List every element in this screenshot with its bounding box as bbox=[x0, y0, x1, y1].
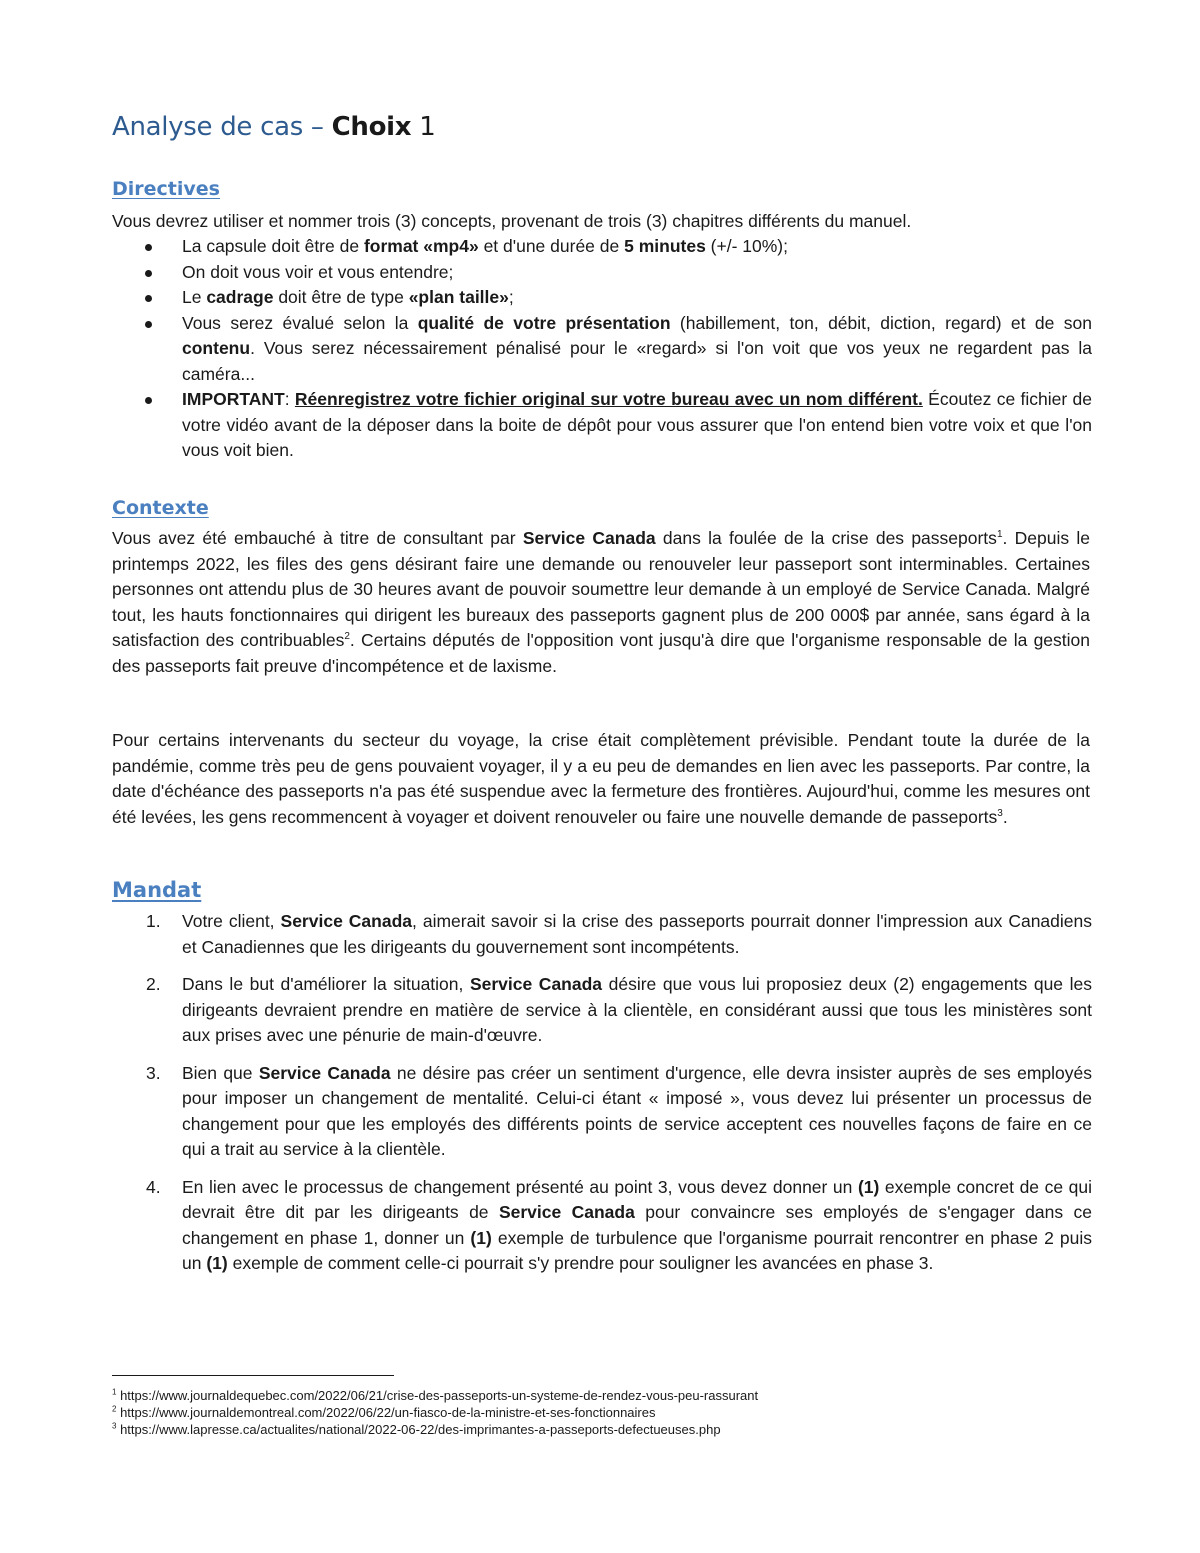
footnote-3[interactable]: $^3$ https://www.lapresse.ca/actualites/national/2022-06-22/des-imprimantes-a-passeports-defectueuses.php bbox=[112, 1421, 721, 1437]
page-title: Analyse de cas – Choix 1 bbox=[112, 112, 436, 142]
directives-intro: Vous devrez utiliser et nommer trois (3) concepts, provenant de trois (3) chapitres différents du manuel. bbox=[112, 211, 912, 231]
footnote-2[interactable]: $^2$ https://www.journaldemontreal.com/2022/06/22/un-fiasco-de-la-ministre-et-ses-fonctionnaires bbox=[112, 1404, 656, 1420]
list-item: IMPORTANT: Réenregistrez votre fichier original sur votre bureau avec un nom différent. Écoutez ce fichier de votre vidéo avant de la déposer dans la boite de dépôt pour vous assurer que l'on entend bien votre voix et que l'on vous voit bien. bbox=[112, 387, 1092, 464]
list-item: La capsule doit être de format «mp4» et d'une durée de 5 minutes (+/- 10%); bbox=[112, 234, 1092, 260]
mandat-list bbox=[112, 909, 1092, 1289]
list-item: 4. En lien avec le processus de changement présenté au point 3, vous devez donner un (1) exemple concret de ce qui devrait être dit par les dirigeants de Service Canada pour convaincre ses employés de s'engager dans ce changement en phase 1, donner un (1) exemple de turbulence que l'organisme pourrait rencontrer en phase 2 puis un (1) exemple de comment celle-ci pourrait s'y prendre pour souligner les avancées en phase 3. bbox=[146, 1176, 1092, 1273]
footnote-1[interactable]: $^1$ https://www.journaldequebec.com/2022/06/21/crise-des-passeports-un-systeme-de-rendez-vous-peu-rassurant bbox=[112, 1387, 759, 1403]
list-item: 3. Bien que Service Canada ne désire pas créer un sentiment d'urgence, elle devra insister auprès de ses employés pour imposer un changement de mentalité. Celui-ci étant « imposé », vous devez lui présenter un processus de changement pour que les employés des différents points de service acceptent ces nouvelles façons de faire en ce qui a trait au service à la clientèle. bbox=[146, 1062, 1092, 1159]
contexte-heading: Contexte bbox=[112, 497, 209, 519]
contexte-paragraph-1: Vous avez été embauché à titre de consultant par Service Canada dans la foulée de la crise des passeports$^1$. Depuis le printemps 2022, les files des gens désirant faire une demande ou renouveler leur passeport sont interminables. Certaines personnes ont attendu plus de 30 heures avant de pouvoir soumettre leur demande à un employé de Service Canada. Malgré tout, les hauts fonctionnaires qui dirigent les bureaux des passeports gagnent plus de 200 000$ par année, sans égard à la satisfaction des contribuables$^2$. Certains députés de l'opposition vont jusqu'à dire que l'organisme responsable de la gestion des passeports fait preuve d'incompétence et de laxisme. bbox=[112, 528, 1091, 676]
list-item: 1. Votre client, Service Canada, aimerait savoir si la crise des passeports pourrait donner l'impression aux Canadiens et Canadiennes que les dirigeants du gouvernement sont incompétents. bbox=[146, 911, 1092, 957]
contexte-paragraph-2: Pour certains intervenants du secteur du voyage, la crise était complètement prévisible. Pendant toute la durée de la pandémie, comme très peu de gens pouvaient voyager, il y a eu peu de demandes en lien avec les passeports. Par contre, la date d'échéance des passeports n'a pas été suspendue avec la fermeture des frontières. Aujourd'hui, comme les mesures ont été levées, les gens recommencent à voyager et doivent renouveler ou faire une nouvelle demande de passeports$^3$. bbox=[112, 730, 1090, 827]
list-item: 2. Dans le but d'améliorer la situation, Service Canada désire que vous lui proposiez deux (2) engagements que les dirigeants devraient prendre en matière de service à la clientèle, en considérant aussi que tous les ministères sont aux prises avec une pénurie de main-d'œuvre. bbox=[146, 974, 1092, 1045]
mandat-heading: Mandat bbox=[112, 878, 202, 902]
directives-list bbox=[112, 234, 1092, 464]
list-item: Vous serez évalué selon la qualité de votre présentation (habillement, ton, débit, diction, regard) et de son contenu. Vous serez nécessairement pénalisé pour le «regard» si l'on voit que vos yeux ne regardent pas la caméra... bbox=[112, 311, 1092, 388]
list-item: On doit vous voir et vous entendre; bbox=[112, 260, 1092, 286]
directives-heading: Directives bbox=[112, 178, 220, 200]
list-item: Le cadrage doit être de type «plan taille»; bbox=[112, 285, 1092, 311]
footnote-divider bbox=[112, 1375, 394, 1376]
